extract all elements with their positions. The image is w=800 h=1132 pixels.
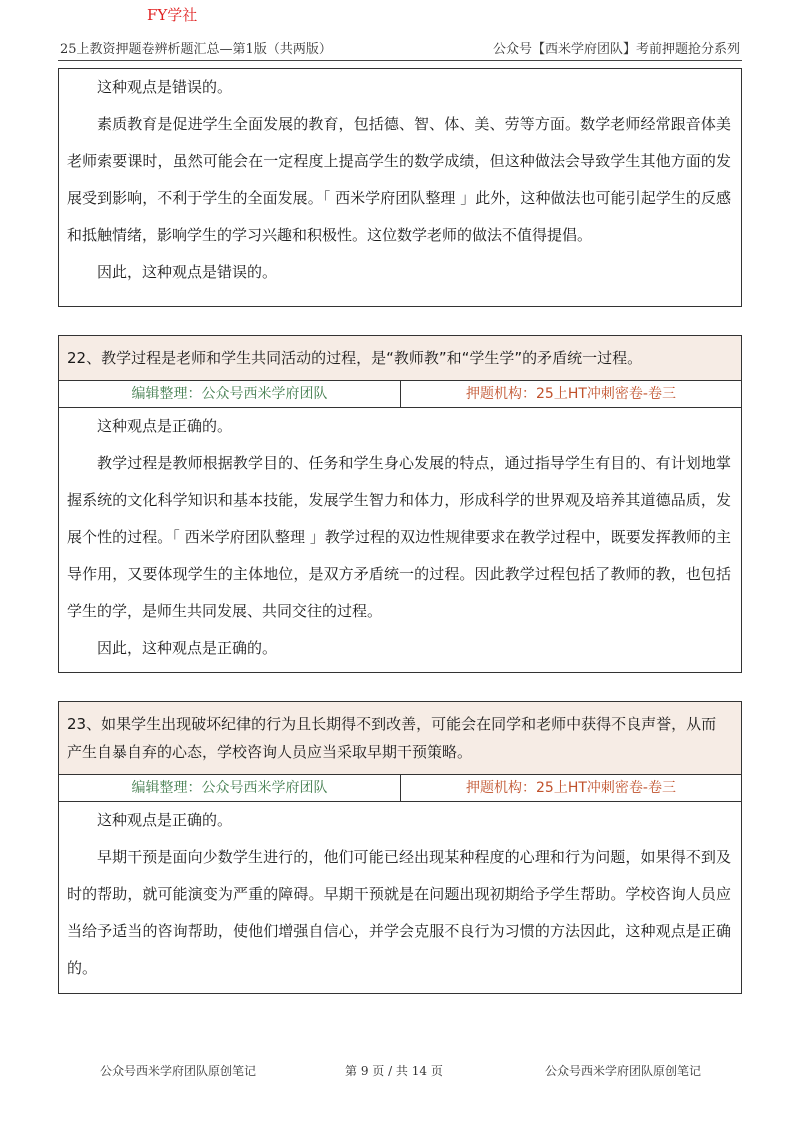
question-text: 23、如果学生出现破坏纪律的行为且长期得不到改善，可能会在同学和老师中获得不良声誉，从而产生自暴自弃的心态，学校咨询人员应当采取早期干预策略。 [59,702,741,775]
page-header [58,38,742,61]
answer-body [59,408,741,667]
page-footer [0,1062,800,1080]
source-label: 押题机构：25上HT冲刺密卷-卷三 [466,780,676,796]
answer-body [59,802,741,987]
page-number: 第 9 页 / 共 14 页 [345,1064,443,1078]
footer-right: 公众号西米学府团队原创笔记 [545,1064,702,1078]
answer-block-21 [58,68,742,307]
header-left: 25上教资押题卷辨析题汇总—第1版（共两版） [60,42,332,57]
source-label: 押题机构：25上HT冲刺密卷-卷三 [466,386,676,402]
meta-row [59,775,741,802]
question-block-22 [58,335,742,673]
editor-label: 编辑整理：公众号西米学府团队 [59,775,401,801]
editor-label: 编辑整理：公众号西米学府团队 [59,381,401,407]
answer-body [59,69,741,291]
answer-verdict: 这种观点是正确的。 [97,811,233,829]
watermark-text: FY学社 [147,6,198,24]
answer-conclusion: 因此，这种观点是错误的。 [97,263,278,281]
answer-verdict: 这种观点是错误的。 [97,78,233,96]
meta-row [59,381,741,408]
header-right: 公众号【西米学府团队】考前押题抢分系列 [492,42,740,57]
answer-paragraph: 教学过程是教师根据教学目的、任务和学生身心发展的特点，通过指导学生有目的、有计划地掌握系统的文化科学知识和基本技能，发展学生智力和体力，形成科学的世界观及培养其道德品质，发展个性的过程。「 西米学府团队整理 」教学过程的双边性规律要求在教学过程中，既要发挥教师的主导作用，又要体现学生的主体地位，是双方矛盾统一的过程。因此教学过程包括了教师的教，也包括学生的学，是师生共同发展、共同交往的过程。 [67,454,731,620]
answer-paragraph: 早期干预是面向少数学生进行的，他们可能已经出现某种程度的心理和行为问题，如果得不到及时的帮助，就可能演变为严重的障碍。早期干预就是在问题出现初期给予学生帮助。学校咨询人员应当给予适当的咨询帮助，使他们增强自信心，并学会克服不良行为习惯的方法因此，这种观点是正确的。 [67,848,731,977]
question-text: 22、教学过程是老师和学生共同活动的过程，是“教师教”和“学生学”的矛盾统一过程。 [59,336,741,381]
answer-conclusion: 因此，这种观点是正确的。 [97,639,278,657]
answer-verdict: 这种观点是正确的。 [97,417,233,435]
question-block-23 [58,701,742,994]
footer-left: 公众号西米学府团队原创笔记 [100,1064,257,1078]
answer-paragraph: 素质教育是促进学生全面发展的教育，包括德、智、体、美、劳等方面。数学老师经常跟音体美老师索要课时，虽然可能会在一定程度上提高学生的数学成绩，但这种做法会导致学生其他方面的发展受到影响，不利于学生的全面发展。「 西米学府团队整理 」此外，这种做法也可能引起学生的反感和抵触情绪，影响学生的学习兴趣和积极性。这位数学老师的做法不值得提倡。 [67,115,731,244]
